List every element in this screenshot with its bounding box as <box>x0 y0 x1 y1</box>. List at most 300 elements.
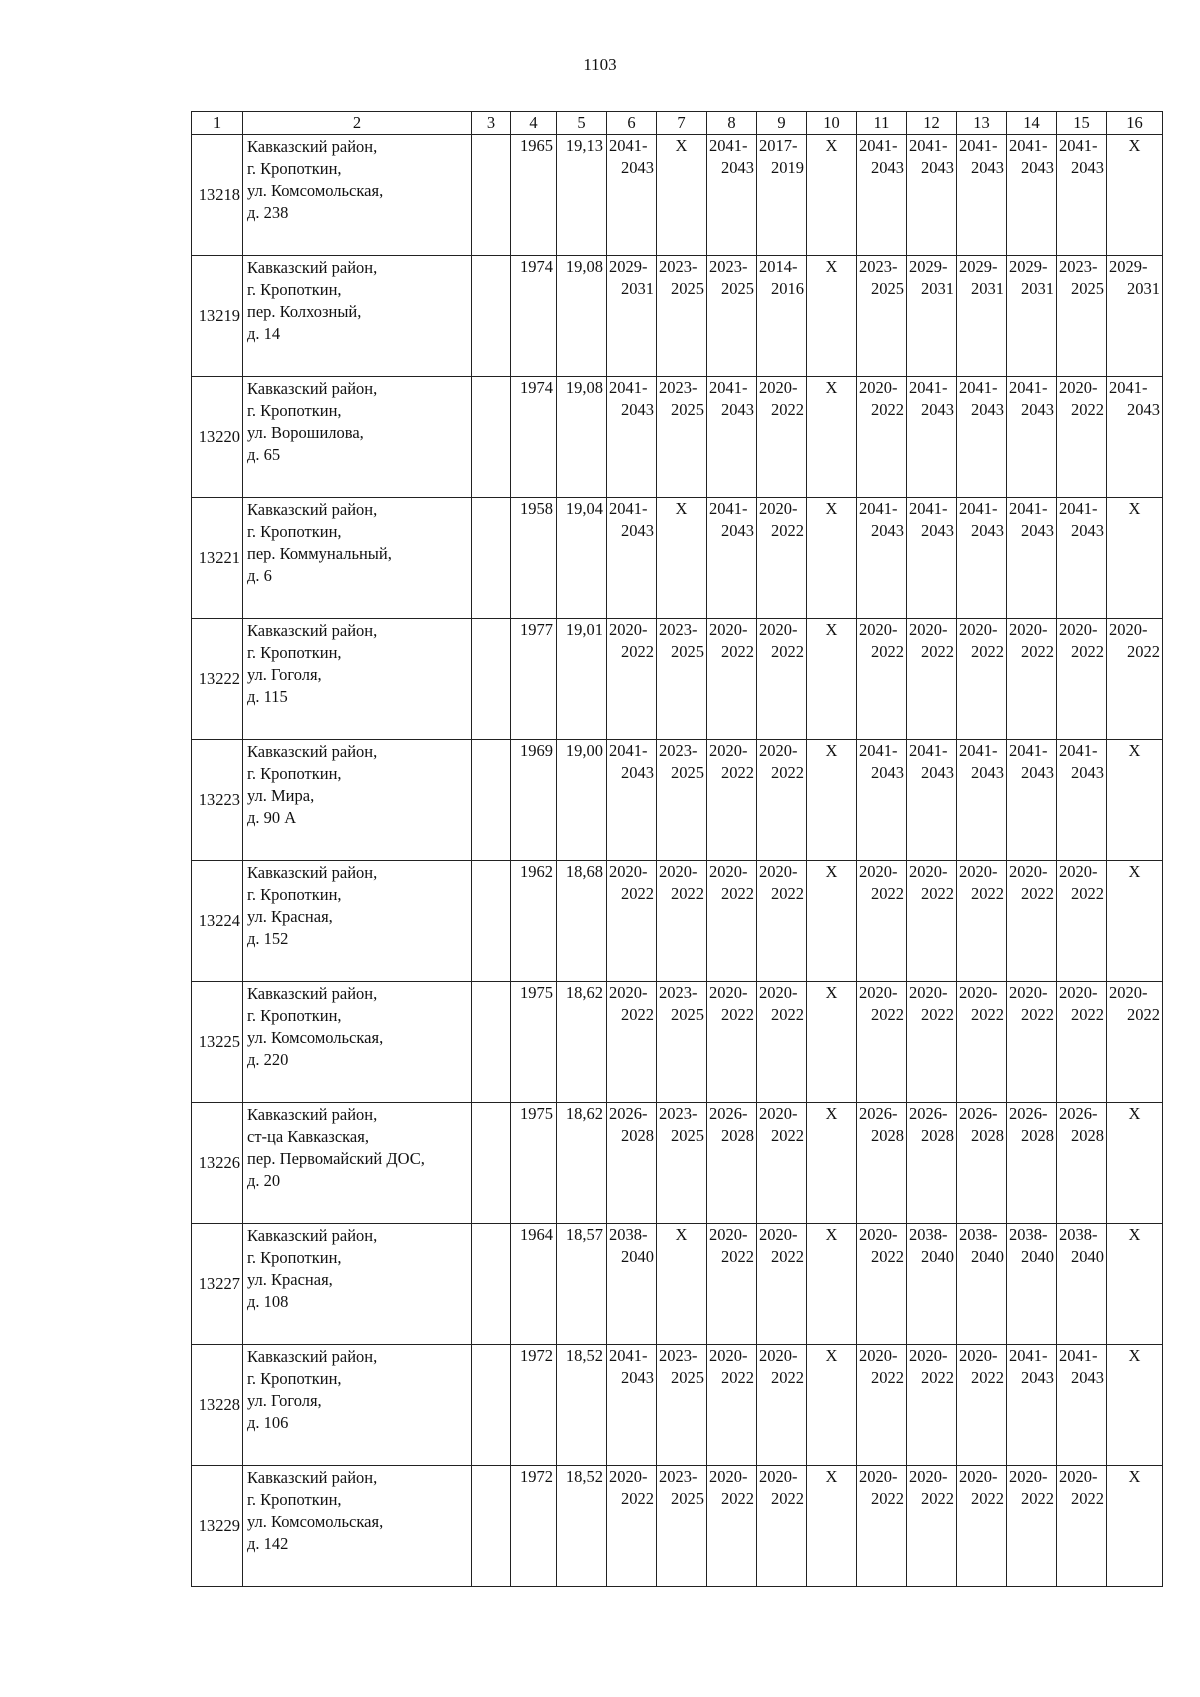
period-start: 2041- <box>609 1346 648 1365</box>
period-end: 2025 <box>671 642 704 661</box>
period-start: 2020- <box>859 620 898 639</box>
period-end: 2022 <box>971 884 1004 903</box>
period-end: 2022 <box>1021 1005 1054 1024</box>
period-cell <box>857 1466 907 1587</box>
period-end: 2022 <box>721 1368 754 1387</box>
period-cell <box>757 1345 807 1466</box>
period-start: 2020- <box>759 378 798 397</box>
period-cell <box>907 1224 957 1345</box>
period-start: 2020- <box>709 1225 748 1244</box>
period-cell <box>607 377 657 498</box>
period-cell <box>607 135 657 256</box>
period-end: 2022 <box>621 1005 654 1024</box>
period-end: 2022 <box>771 1247 804 1266</box>
score-cell: 19,08 <box>557 256 607 377</box>
period-cell <box>857 135 907 256</box>
period-cell <box>957 377 1007 498</box>
period-cell <box>757 1224 807 1345</box>
address-line: г. Кропоткин, <box>247 401 342 420</box>
period-cell <box>657 377 707 498</box>
period-end: 2022 <box>1021 884 1054 903</box>
column-3-cell <box>472 1466 511 1587</box>
period-start: 2020- <box>1009 862 1048 881</box>
period-end: 2028 <box>971 1126 1004 1145</box>
record-number: 13218 <box>192 135 243 256</box>
period-start: 2041- <box>1059 741 1098 760</box>
period-end: 2022 <box>771 1005 804 1024</box>
column-3-cell <box>472 1103 511 1224</box>
not-applicable-cell: X <box>807 498 857 619</box>
period-cell <box>857 1103 907 1224</box>
address-line: пер. Колхозный, <box>247 302 362 321</box>
period-end: 2022 <box>871 400 904 419</box>
column-3-cell <box>472 256 511 377</box>
address-line: ст-ца Кавказская, <box>247 1127 369 1146</box>
period-start: 2041- <box>909 136 948 155</box>
period-cell <box>907 740 957 861</box>
period-cell <box>857 1224 907 1345</box>
address-cell <box>243 1103 472 1224</box>
record-number: 13226 <box>192 1103 243 1224</box>
period-cell <box>657 256 707 377</box>
address-cell <box>243 377 472 498</box>
period-start: 2020- <box>959 1467 998 1486</box>
period-end: 2022 <box>721 642 754 661</box>
period-cell <box>1107 377 1163 498</box>
address-line: Кавказский район, <box>247 621 378 640</box>
address-line: Кавказский район, <box>247 742 378 761</box>
address-cell <box>243 135 472 256</box>
period-cell <box>857 256 907 377</box>
period-start: 2020- <box>609 1467 648 1486</box>
period-end: 2043 <box>1127 400 1160 419</box>
period-cell <box>1057 982 1107 1103</box>
period-end: 2022 <box>921 1489 954 1508</box>
period-end: 2043 <box>1021 1368 1054 1387</box>
period-end: 2031 <box>921 279 954 298</box>
period-cell <box>957 498 1007 619</box>
record-number: 13225 <box>192 982 243 1103</box>
period-cell <box>1057 740 1107 861</box>
not-applicable-cell: X <box>807 619 857 740</box>
not-applicable-cell: X <box>1107 1466 1163 1587</box>
record-number: 13228 <box>192 1345 243 1466</box>
period-cell <box>857 982 907 1103</box>
score-cell: 18,52 <box>557 1466 607 1587</box>
period-start: 2023- <box>1059 257 1098 276</box>
column-3-cell <box>472 1345 511 1466</box>
address-line: д. 238 <box>247 203 289 222</box>
period-end: 2043 <box>621 158 654 177</box>
period-cell <box>657 861 707 982</box>
table-row <box>192 498 1163 619</box>
period-start: 2041- <box>859 499 898 518</box>
period-end: 2025 <box>671 400 704 419</box>
score-cell: 18,57 <box>557 1224 607 1345</box>
period-cell <box>1057 498 1107 619</box>
not-applicable-cell: X <box>1107 135 1163 256</box>
address-line: Кавказский район, <box>247 379 378 398</box>
score-cell: 18,52 <box>557 1345 607 1466</box>
period-cell <box>1107 619 1163 740</box>
period-start: 2020- <box>709 862 748 881</box>
period-start: 2020- <box>1059 1467 1098 1486</box>
period-cell <box>607 498 657 619</box>
not-applicable-cell: X <box>807 1224 857 1345</box>
not-applicable-cell: X <box>807 135 857 256</box>
address-line: Кавказский район, <box>247 1347 378 1366</box>
period-cell <box>707 498 757 619</box>
period-cell <box>707 1103 757 1224</box>
period-start: 2041- <box>909 499 948 518</box>
period-cell <box>1057 619 1107 740</box>
period-start: 2020- <box>1009 1467 1048 1486</box>
period-cell <box>957 982 1007 1103</box>
not-applicable-cell: X <box>807 740 857 861</box>
period-end: 2028 <box>1071 1126 1104 1145</box>
period-cell <box>1007 135 1057 256</box>
period-cell <box>707 135 757 256</box>
not-applicable-cell: X <box>1107 1103 1163 1224</box>
period-end: 2043 <box>1071 763 1104 782</box>
period-start: 2041- <box>909 741 948 760</box>
period-start: 2023- <box>859 257 898 276</box>
period-end: 2022 <box>771 763 804 782</box>
period-end: 2022 <box>771 1489 804 1508</box>
period-end: 2022 <box>971 1005 1004 1024</box>
column-3-cell <box>472 377 511 498</box>
period-start: 2023- <box>659 983 698 1002</box>
period-end: 2043 <box>621 400 654 419</box>
period-start: 2020- <box>609 862 648 881</box>
period-cell <box>607 619 657 740</box>
score-cell: 18,62 <box>557 1103 607 1224</box>
period-cell <box>657 1103 707 1224</box>
year-built-cell: 1972 <box>511 1466 557 1587</box>
page-number: 1103 <box>583 55 617 74</box>
period-cell <box>707 1466 757 1587</box>
period-end: 2022 <box>921 1368 954 1387</box>
address-line: Кавказский район, <box>247 1468 378 1487</box>
period-cell <box>707 982 757 1103</box>
period-start: 2020- <box>959 1346 998 1365</box>
address-line: ул. Комсомольская, <box>247 181 384 200</box>
address-line: г. Кропоткин, <box>247 280 342 299</box>
period-end: 2022 <box>921 1005 954 1024</box>
period-cell <box>1057 377 1107 498</box>
period-end: 2022 <box>721 763 754 782</box>
address-line: г. Кропоткин, <box>247 1248 342 1267</box>
period-start: 2023- <box>659 1346 698 1365</box>
period-start: 2041- <box>609 499 648 518</box>
period-start: 2020- <box>659 862 698 881</box>
period-cell <box>957 740 1007 861</box>
period-end: 2043 <box>921 763 954 782</box>
table-row <box>192 982 1163 1103</box>
period-cell <box>907 377 957 498</box>
address-line: д. 142 <box>247 1534 289 1553</box>
period-cell <box>707 619 757 740</box>
housing-register-table <box>191 111 1163 1587</box>
address-cell <box>243 256 472 377</box>
period-start: 2026- <box>859 1104 898 1123</box>
address-cell <box>243 740 472 861</box>
period-end: 2025 <box>671 279 704 298</box>
period-end: 2022 <box>671 884 704 903</box>
period-start: 2023- <box>659 1104 698 1123</box>
record-number: 13224 <box>192 861 243 982</box>
year-built-cell: 1975 <box>511 982 557 1103</box>
period-end: 2025 <box>721 279 754 298</box>
period-start: 2020- <box>609 620 648 639</box>
period-start: 2041- <box>1009 741 1048 760</box>
period-end: 2043 <box>1021 521 1054 540</box>
period-start: 2041- <box>959 378 998 397</box>
address-line: ул. Комсомольская, <box>247 1028 384 1047</box>
column-header-5: 5 <box>557 112 607 135</box>
address-cell <box>243 1345 472 1466</box>
period-cell <box>757 982 807 1103</box>
period-end: 2022 <box>871 1368 904 1387</box>
record-number: 13223 <box>192 740 243 861</box>
not-applicable-cell: X <box>1107 861 1163 982</box>
not-applicable-cell: X <box>1107 498 1163 619</box>
period-end: 2022 <box>871 1005 904 1024</box>
period-cell <box>607 982 657 1103</box>
address-line: ул. Гоголя, <box>247 1391 322 1410</box>
record-number: 13229 <box>192 1466 243 1587</box>
column-3-cell <box>472 740 511 861</box>
period-cell <box>907 1345 957 1466</box>
period-cell <box>707 1224 757 1345</box>
period-start: 2023- <box>659 257 698 276</box>
address-line: д. 115 <box>247 687 288 706</box>
period-end: 2022 <box>871 884 904 903</box>
address-line: г. Кропоткин, <box>247 1490 342 1509</box>
period-end: 2022 <box>921 642 954 661</box>
period-end: 2043 <box>621 1368 654 1387</box>
period-start: 2041- <box>859 136 898 155</box>
period-end: 2022 <box>1021 642 1054 661</box>
period-start: 2020- <box>909 620 948 639</box>
period-end: 2022 <box>771 1126 804 1145</box>
period-start: 2020- <box>709 983 748 1002</box>
period-end: 2022 <box>621 642 654 661</box>
period-start: 2038- <box>1059 1225 1098 1244</box>
period-end: 2022 <box>721 1005 754 1024</box>
address-line: д. 220 <box>247 1050 289 1069</box>
address-line: г. Кропоткин, <box>247 1369 342 1388</box>
period-cell <box>1057 1224 1107 1345</box>
period-cell <box>907 256 957 377</box>
year-built-cell: 1974 <box>511 256 557 377</box>
record-number: 13227 <box>192 1224 243 1345</box>
period-cell <box>607 740 657 861</box>
period-cell <box>1057 256 1107 377</box>
column-header-6: 6 <box>607 112 657 135</box>
period-start: 2038- <box>909 1225 948 1244</box>
period-cell <box>607 1345 657 1466</box>
period-start: 2041- <box>1009 1346 1048 1365</box>
period-cell <box>957 1103 1007 1224</box>
address-line: Кавказский район, <box>247 863 378 882</box>
period-cell <box>1107 982 1163 1103</box>
period-cell <box>1007 861 1057 982</box>
period-end: 2043 <box>1071 1368 1104 1387</box>
period-cell <box>607 256 657 377</box>
not-applicable-cell: X <box>1107 740 1163 861</box>
address-line: г. Кропоткин, <box>247 643 342 662</box>
table-row <box>192 377 1163 498</box>
period-start: 2020- <box>859 1467 898 1486</box>
period-start: 2041- <box>959 499 998 518</box>
period-end: 2043 <box>971 763 1004 782</box>
column-header-13: 13 <box>957 112 1007 135</box>
period-start: 2041- <box>1109 378 1148 397</box>
period-cell <box>1107 256 1163 377</box>
not-applicable-cell: X <box>807 982 857 1103</box>
year-built-cell: 1958 <box>511 498 557 619</box>
address-line: Кавказский район, <box>247 137 378 156</box>
period-start: 2041- <box>709 136 748 155</box>
period-start: 2020- <box>1009 620 1048 639</box>
period-start: 2038- <box>609 1225 648 1244</box>
period-end: 2043 <box>921 158 954 177</box>
period-start: 2020- <box>959 620 998 639</box>
period-end: 2022 <box>771 884 804 903</box>
period-start: 2020- <box>709 741 748 760</box>
period-start: 2041- <box>609 136 648 155</box>
period-cell <box>957 135 1007 256</box>
period-start: 2029- <box>1109 257 1148 276</box>
period-start: 2041- <box>609 741 648 760</box>
column-header-9: 9 <box>757 112 807 135</box>
address-line: д. 6 <box>247 566 272 585</box>
score-cell: 19,08 <box>557 377 607 498</box>
period-end: 2022 <box>771 400 804 419</box>
period-end: 2031 <box>971 279 1004 298</box>
period-start: 2041- <box>1059 1346 1098 1365</box>
period-start: 2020- <box>859 1346 898 1365</box>
address-cell <box>243 1224 472 1345</box>
address-line: ул. Красная, <box>247 907 333 926</box>
period-end: 2025 <box>671 763 704 782</box>
score-cell: 19,13 <box>557 135 607 256</box>
period-cell <box>857 619 907 740</box>
period-cell <box>657 740 707 861</box>
period-cell <box>957 619 1007 740</box>
period-cell <box>907 1103 957 1224</box>
period-start: 2020- <box>759 1467 798 1486</box>
period-cell <box>707 377 757 498</box>
period-cell <box>657 619 707 740</box>
period-start: 2029- <box>909 257 948 276</box>
period-end: 2043 <box>871 763 904 782</box>
period-end: 2040 <box>971 1247 1004 1266</box>
period-start: 2041- <box>959 741 998 760</box>
period-end: 2028 <box>871 1126 904 1145</box>
period-start: 2020- <box>759 1225 798 1244</box>
period-end: 2043 <box>1071 521 1104 540</box>
period-end: 2022 <box>1127 642 1160 661</box>
period-cell <box>757 740 807 861</box>
record-number: 13222 <box>192 619 243 740</box>
period-cell <box>657 1466 707 1587</box>
period-start: 2023- <box>659 741 698 760</box>
not-applicable-cell: X <box>807 256 857 377</box>
address-line: Кавказский район, <box>247 1226 378 1245</box>
column-3-cell <box>472 982 511 1103</box>
period-start: 2020- <box>759 620 798 639</box>
not-applicable-cell: X <box>807 1103 857 1224</box>
period-start: 2026- <box>909 1104 948 1123</box>
period-end: 2022 <box>771 642 804 661</box>
period-cell <box>757 1103 807 1224</box>
period-cell <box>1057 1466 1107 1587</box>
year-built-cell: 1964 <box>511 1224 557 1345</box>
period-end: 2022 <box>871 642 904 661</box>
period-start: 2041- <box>1059 136 1098 155</box>
period-end: 2043 <box>621 763 654 782</box>
period-start: 2020- <box>1059 378 1098 397</box>
not-applicable-cell: X <box>1107 1345 1163 1466</box>
period-start: 2017- <box>759 136 798 155</box>
period-cell <box>657 982 707 1103</box>
address-cell <box>243 861 472 982</box>
period-start: 2023- <box>709 257 748 276</box>
column-header-8: 8 <box>707 112 757 135</box>
period-start: 2038- <box>959 1225 998 1244</box>
period-cell <box>757 1466 807 1587</box>
address-line: Кавказский район, <box>247 258 378 277</box>
period-start: 2020- <box>709 1346 748 1365</box>
period-end: 2043 <box>1021 400 1054 419</box>
period-start: 2020- <box>759 1104 798 1123</box>
period-start: 2026- <box>1059 1104 1098 1123</box>
address-line: Кавказский район, <box>247 1105 378 1124</box>
period-end: 2031 <box>621 279 654 298</box>
period-cell <box>757 498 807 619</box>
period-end: 2022 <box>971 1368 1004 1387</box>
period-end: 2022 <box>721 884 754 903</box>
period-start: 2029- <box>609 257 648 276</box>
table-row <box>192 1466 1163 1587</box>
period-cell <box>957 1466 1007 1587</box>
not-applicable-cell: X <box>807 1466 857 1587</box>
period-start: 2026- <box>709 1104 748 1123</box>
period-cell <box>907 498 957 619</box>
table-row <box>192 1224 1163 1345</box>
address-cell <box>243 982 472 1103</box>
period-cell <box>1007 1345 1057 1466</box>
period-cell <box>1007 1103 1057 1224</box>
address-line: пер. Первомайский ДОС, <box>247 1149 425 1168</box>
year-built-cell: 1969 <box>511 740 557 861</box>
period-start: 2041- <box>1009 499 1048 518</box>
period-end: 2025 <box>671 1368 704 1387</box>
period-cell <box>907 861 957 982</box>
period-start: 2020- <box>1109 983 1148 1002</box>
period-cell <box>757 861 807 982</box>
period-end: 2043 <box>971 521 1004 540</box>
period-start: 2041- <box>709 499 748 518</box>
period-start: 2020- <box>1009 983 1048 1002</box>
table-row <box>192 1345 1163 1466</box>
address-line: г. Кропоткин, <box>247 885 342 904</box>
period-start: 2020- <box>1109 620 1148 639</box>
address-line: ул. Красная, <box>247 1270 333 1289</box>
period-end: 2022 <box>921 884 954 903</box>
